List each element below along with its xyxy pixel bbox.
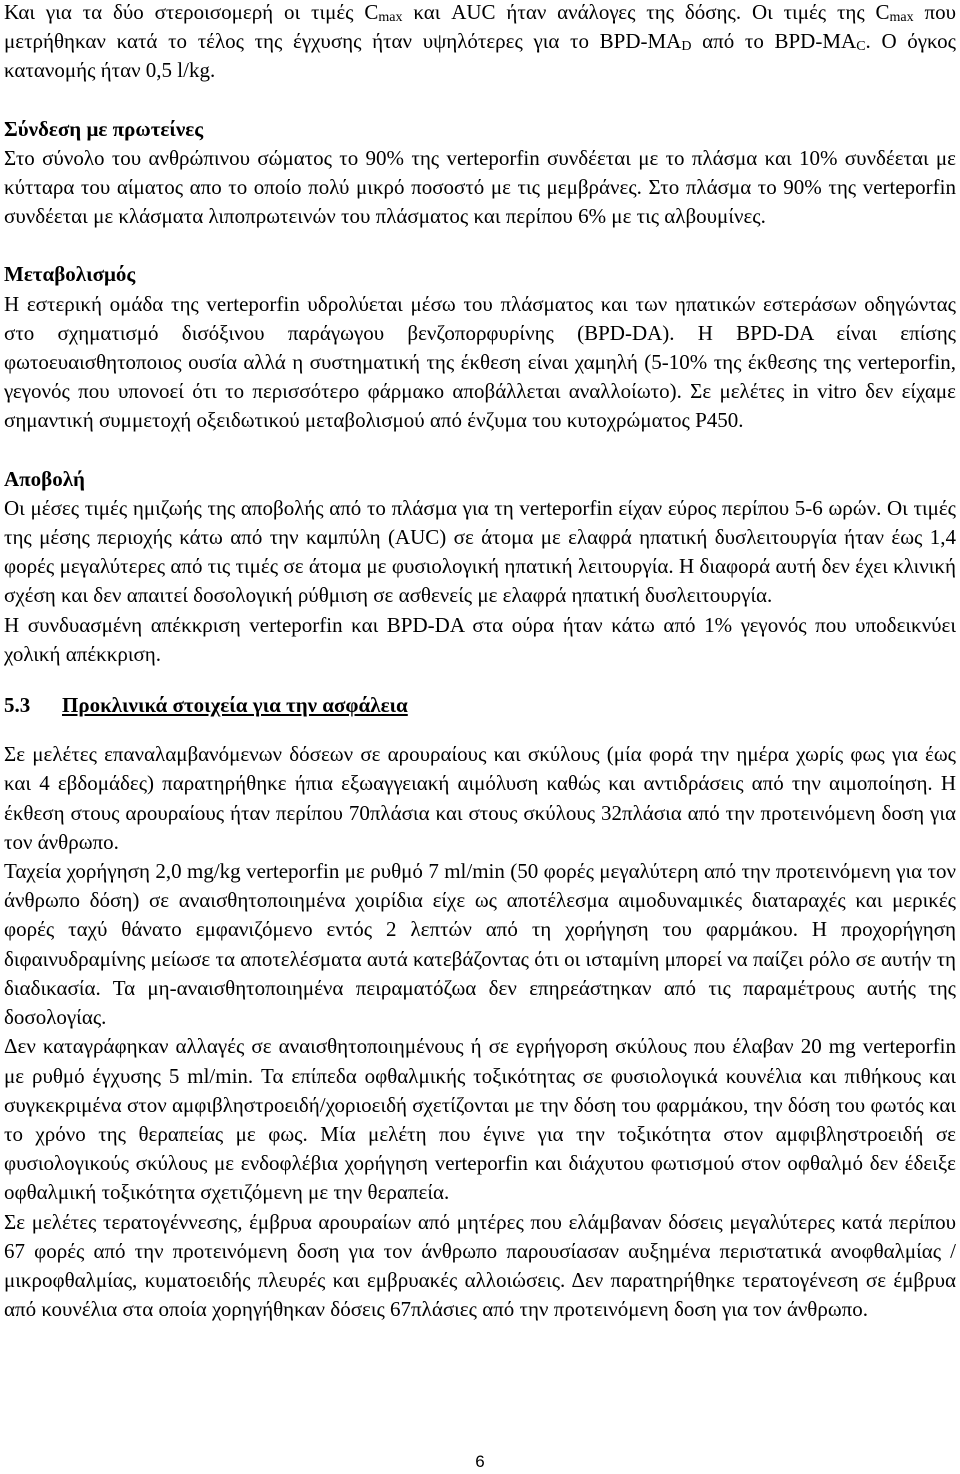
pharmacokinetics-intro-paragraph: Και για τα δύο στεροισομερή οι τιμές $C_{max}$ και AUC ήταν ανάλογες της δόσης. Οι τιμές της $C_{max}$ που μετρήθηκαν κατά το τέλος της έγχυσης ήταν υψηλότερες για το BPD-$MA_D$ από το BPD-$MA_C$. Ο όγκος κατανομής ήταν 0,5 l/kg. <box>4 0 957 83</box>
safety-paragraph-1: Σε μελέτες επαναλαμβανόμενων δόσεων σε αρουραίους και σκύλους (μία φορά την ημέρα χωρίς φως για έως και 4 εβδομάδες) παρατηρήθηκε ήπια εξωαγγειακή αιμόλυση καθώς και αντιδράσεις από την αιμοποίηση. Η έκθεση στους αρουραίους ήταν περίπου 70πλάσια και στους σκύλους 32πλάσια από την προτεινόμενη δοση για τον άνθρωπο. <box>4 742 956 854</box>
document-page <box>4 0 956 1324</box>
metabolism-paragraph: Η εστερική ομάδα της verteporfin υδρολύεται μέσω του πλάσματος και των ηπατικών εστεράσων οδηγώντας στο σχηματισμό δισόξινου παράγωγου βενζοπορφυρίνης (BPD-DA). Η BPD-DA είναι επίσης φωτοευαισθητοποιος ουσία αλλά η συστηματική της έκθεση είναι χαμηλή (5-10% της έκθεσης της verteporfin, γεγονός που υπονοεί ότι το περισσότερο φάρμακο αποβάλλεται αναλλοίωτο). Σε μελέτες in vitro δεν είχαμε σημαντική συμμετοχή οξειδωτικού μεταβολισμού από ένζυμα του κυτοχρώματος P450. <box>4 291 956 433</box>
safety-paragraph-3: Δεν καταγράφηκαν αλλαγές σε αναισθητοποιημένους ή σε εγρήγορση σκύλους που έλαβαν 20 mg verteporfin με ρυθμό έγχυσης 5 ml/min. Τα επίπεδα οφθαλμικής τοξικότητας σε φυσιολογικά κουνέλια και πιθήκους και συγκεκριμένα στον αμφιβληστροειδή/χοριοειδή σχετίζονται με την δόση του φαρμάκου, την δόση του φωτός και το χρόνο της θεραπείας με φως. Μία μελέτη που έγινε για την τοξικότητα στον αμφιβληστροειδή σε φυσιολογικούς σκύλους με ενδοφλέβια χορήγηση verteporfin και διάχυτου φωτισμού στον οφθαλμό δεν έδειξε οφθαλμική τοξικότητα σχετιζόμενη με την θεραπεία. <box>4 1034 956 1205</box>
elimination-paragraph-1: Οι μέσες τιμές ημιζωής της αποβολής από το πλάσμα για τη verteporfin είχαν εύρος περίπου 5-6 ωρών. Οι τιμές της μέσης περιοχής κάτω από την καμπύλη (AUC) σε άτομα με ελαφρά ηπατική δυσλειτουργία ήταν έως 1,4 φορές μεγαλύτερες από τις τιμές σε άτομα με φυσιολογική ηπατική λειτουργία. Η διαφορά αυτή δεν έχει κλινική σχέση και δεν απαιτεί δοσολογική ρύθμιση σε ασθενείς με ελαφρά ηπατική δυσλειτουργία. <box>4 495 956 608</box>
spacer <box>4 669 956 683</box>
page-number: 6 <box>475 1452 485 1471</box>
spacer <box>4 436 956 465</box>
section-title: Προκλινικά στοιχεία για την ασφάλεια <box>62 693 408 718</box>
elimination-paragraph-2: Η συνδυασμένη απέκκριση verteporfin και BPD-DA στα ούρα ήταν κάτω από 1% γεγονός που υποδεικνύει χολική απέκκριση. <box>4 612 956 666</box>
safety-paragraph-4: Σε μελέτες τερατογέννεσης, έμβρυα αρουραίων από μητέρες που ελάμβαναν δόσεις μεγαλύτερες κατά περίπου 67 φορές από την προτεινόμενη δοση για τον άνθρωπο παρουσίασαν αυξημένα περιστατικά ανοφθαλμίας / μικροφθαλμίας, κυματοειδής πλευρές και εμβρυακές αλλοιώσεις. Δεν παρατηρήθηκε τερατογένεση σε έμβρυα από κουνέλια στα οποία χορηγήθηκαν δόσεις 67πλάσιες από την προτεινόμενη δοση για τον άνθρωπο. <box>4 1209 956 1322</box>
section-number: 5.3 <box>4 693 31 718</box>
protein-binding-heading: Σύνδεση με πρωτείνες <box>4 116 204 141</box>
metabolism-heading: Μεταβολισμός <box>4 262 136 287</box>
spacer <box>4 86 956 115</box>
elimination-heading: Αποβολή <box>4 466 85 491</box>
protein-binding-paragraph: Στο σύνολο του ανθρώπινου σώματος το 90% της verteporfin συνδέεται με το πλάσμα και 10% συνδέεται με κύτταρα του αίματος απο το οποίο πολύ μικρό ποσοστό με τις μεμβράνες. Στο πλάσμα το 90% της verteporfin συνδέεται με κλάσματα λιποπρωτεινών του πλάσματος και περίπου 6% με τις αλβουμίνες. <box>4 145 956 229</box>
spacer <box>4 231 956 260</box>
safety-paragraph-2: Ταχεία χορήγηση 2,0 mg/kg verteporfin με ρυθμό 7 ml/min (50 φορές μεγαλύτερη από την προτεινόμενη για τον άνθρωπο δόση) σε αναισθητοποιημένα χοιρίδια είχε ως αποτέλεσμα αιμοδυναμικές διαταραχές και μερικές φορές ταχύ θάνατο εμφανιζόμενο εντός 2 λεπτών από τη χορήγηση του φαρμάκου. Η προχορήγηση διφαινυδραμίνης μείωσε τα αποτελέσματα αυτά κατεβάζοντας ότι οι ισταμίνη μπορεί να παίζει ρόλο σε αυτήν τη διαδικασία. Τα μη-αναισθητοποιημένα πειραματόζωα δεν επηρεάστηκαν από τις παραμέτρους αυτής της δοσολογίας. <box>4 859 956 1030</box>
section-heading <box>4 691 956 720</box>
